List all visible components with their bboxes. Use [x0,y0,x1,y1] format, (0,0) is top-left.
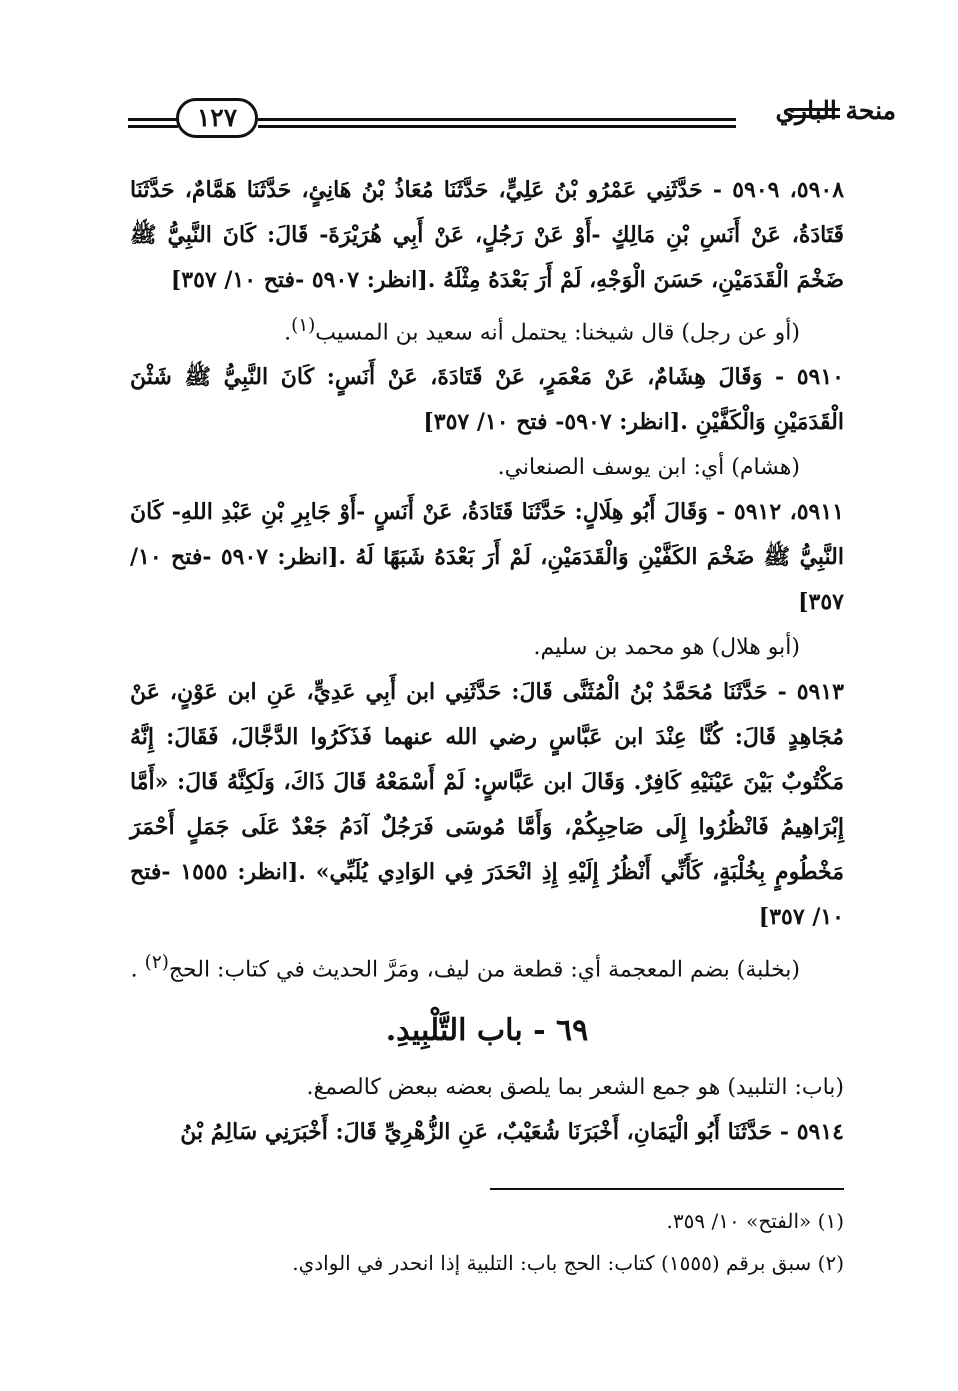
footnote-divider [490,1188,844,1190]
commentary-end: . [284,320,292,346]
commentary-paragraph: (باب: التلبيد) هو جمع الشعر بما يلصق بعضه ببعض كالصمغ. [306,1074,844,1100]
header-rule-right [788,108,840,118]
footnote-ref: (١) [291,315,316,336]
footnote-2: (٢) سبق برقم (١٥٥٥) كتاب: الحج باب: التلبية إذا انحدر في الوادي. [292,1251,844,1275]
commentary-paragraph [130,940,844,992]
hadith-5911: ٥٩١١، ٥٩١٢ - وَقَالَ أَبُو هِلَالٍ: حَدَّثَنَا قَتَادَةُ، عَنْ أَنَسٍ -أَوْ جَابِرِ بْنِ عَبْدِ اللهِ- كَانَ النَّبِيُّ ﷺ ضَخْمَ الكَفَّيْنِ وَالْقَدَمَيْنِ، لَمْ أَرَ بَعْدَهُ شَبَهًا لَهُ .[انظر: ٥٩٠٧ -فتح ١٠/ ٣٥٧] [130,499,844,616]
commentary-paragraph: (أبو هلال) هو محمد بن سليم. [533,635,800,661]
main-text [130,168,844,1155]
commentary-text: (أو عن رجل) قال شيخنا: يحتمل أنه سعيد بن المسيب [315,320,800,346]
page-number: ١٢٧ [176,98,258,138]
hadith-5914: ٥٩١٤ - حَدَّثَنَا أَبُو الْيَمَانِ، أَخْبَرَنَا شُعَيْبٌ، عَنِ الزُّهْرِيِّ قَالَ: أَخْبَرَنِي سَالِمُ بْنُ [180,1118,844,1145]
page-header [128,96,896,156]
footnote-ref: (٢) [144,952,169,974]
footnotes [130,1200,844,1284]
commentary-paragraph: (هشام) أي: ابن يوسف الصنعاني. [497,455,800,481]
header-rule-left [128,118,178,128]
running-title: منحة الباري [775,96,896,125]
hadith-5908: ٥٩٠٨، ٥٩٠٩ - حَدَّثَنِي عَمْرُو بْنُ عَلِيٍّ، حَدَّثَنَا مُعَاذُ بْنُ هَانِئٍ، حَدَّثَنَا هَمَّامٌ، حَدَّثَنَا قَتَادَةُ، عَنْ أَنَسِ بْنِ مَالِكٍ -أَوْ عَنْ رَجُلٍ، عَنْ أَبِي هُرَيْرَةَ- قَالَ: كَانَ النَّبِيُّ ﷺ ضَخْمَ الْقَدَمَيْنِ، حَسَنَ الْوَجْهِ، لَمْ أَرَ بَعْدَهُ مِثْلَهُ .[انظر: ٥٩٠٧ -فتح ١٠/ ٣٥٧] [130,177,845,293]
chapter-heading: ٦٩ - باب التَّلْبِيدِ. [385,1012,589,1048]
commentary-end: . [130,957,145,983]
commentary-text: (بخلبة) بضم المعجمة أي: قطعة من ليف، ومَرَّ الحديث في كتاب: الحج [168,957,800,983]
header-rule-middle [258,118,736,128]
hadith-5913: ٥٩١٣ - حَدَّثَنَا مُحَمَّدُ بْنُ الْمُثَنَّى قَالَ: حَدَّثَنِي ابن أَبِي عَدِيٍّ، عَنِ ابن عَوْنٍ، عَنْ مُجَاهِدٍ قَالَ: كُنَّا عِنْدَ ابن عَبَّاسٍ رضي الله عنهما فَذَكَرُوا الدَّجَّالَ، فَقَالَ: إِنَّهُ مَكْتُوبٌ بَيْنَ عَيْنَيْهِ كَافِرٌ. وَقَالَ ابن عَبَّاسٍ: لَمْ أَسْمَعْهُ قَالَ ذَاكَ، وَلَكِنَّهُ قَالَ: «أَمَّا إِبْرَاهِيمُ فَانْظُرُوا إِلَى صَاحِبِكُمْ، وَأَمَّا مُوسَى فَرَجُلٌ آدَمُ جَعْدٌ عَلَى جَمَلٍ أَحْمَرَ مَخْطُومٍ بِخُلْبَةٍ، كَأَنِّي أَنْظُرُ إِلَيْهِ إِذِ انْحَدَرَ فِي الوَادِي يُلَبِّي» .[انظر: ١٥٥٥ -فتح ١٠/ ٣٥٧] [130,679,845,931]
footnote-1: (١) «الفتح» ١٠/ ٣٥٩. [666,1209,844,1233]
hadith-5910: ٥٩١٠ - وَقَالَ هِشَامٌ، عَنْ مَعْمَرٍ، عَنْ قَتَادَةَ، عَنْ أَنَسٍ: كَانَ النَّبِيُّ ﷺ شَثْنَ الْقَدَمَيْنِ وَالْكَفَّيْنِ .[انظر: ٥٩٠٧- فتح ١٠/ ٣٥٧] [130,364,844,436]
commentary-paragraph [130,303,844,355]
